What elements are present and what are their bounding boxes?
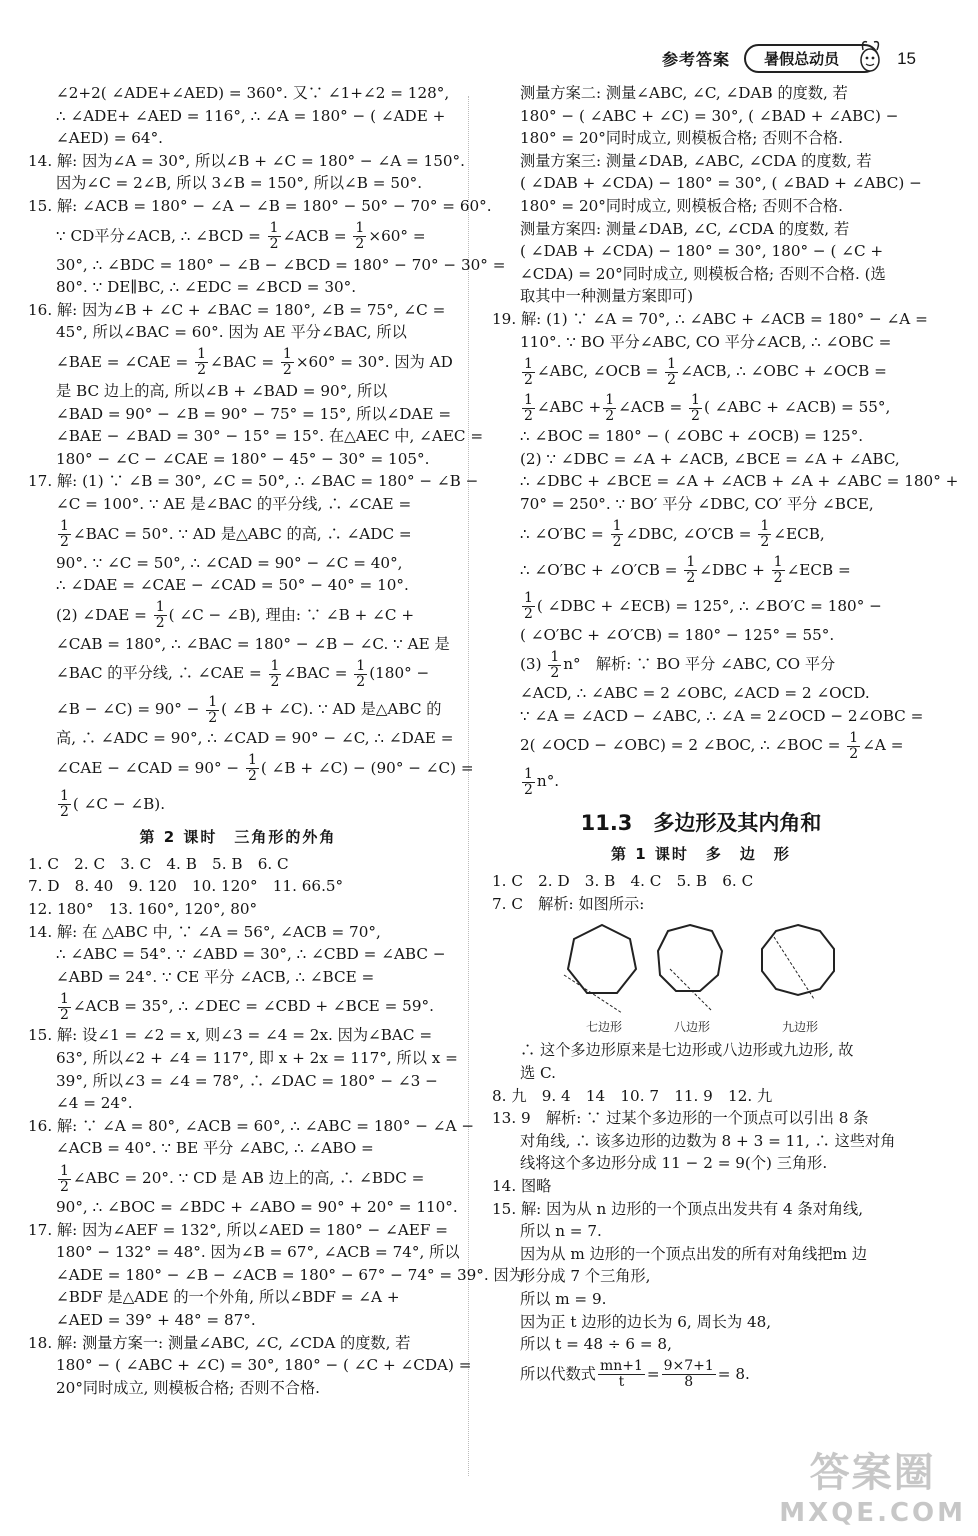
polygon-figures — [492, 919, 910, 1037]
answer-line: 16. 解: ∵ ∠A = 80°, ∠ACB = 60°, ∴ ∠ABC = 180° − ∠A − — [28, 1116, 475, 1135]
answer-line: 对角线, ∴ 该多边形的边数为 8 + 3 = 11, ∴ 这些对角 — [520, 1131, 896, 1150]
mascot-icon — [855, 38, 885, 74]
header-series-badge — [744, 44, 879, 73]
header-title: 参考答案 — [662, 50, 731, 69]
answer-line: 1. C 2. D 3. B 4. C 5. B 6. C — [492, 872, 754, 891]
fraction: $\frac{1}{2}$ — [773, 554, 783, 586]
answer-line: 2( ∠OCD − ∠OBC) = 2 ∠BOC, ∴ ∠BOC = $\frac{1}{2}$ ∠A = — [520, 729, 904, 762]
answer-line: ∴ ∠ADE+ ∠AED = 116°, ∴ ∠A = 180° − ( ∠ADE + — [56, 106, 446, 125]
answer-line: ∴ ∠O′BC + ∠O′CB = $\frac{1}{2}$ ∠DBC + $\frac{1}{2}$ ∠ECB = — [520, 554, 851, 586]
answer-line: ∠ADE = 180° − ∠B − ∠ACB = 180° − 67° − 74° = 39°. 因为 — [56, 1265, 524, 1284]
answer-line: 63°, 所以∠2 + ∠4 = 117°, 即 x + 2x = 117°, 所以 x = — [56, 1049, 458, 1068]
answer-line: $\frac{1}{2}$ ∠BAC = 50°. ∵ AD 是△ABC 的高, ∴ ∠ADC = — [60, 518, 412, 550]
answer-line: 测量方案三: 测量∠DAB, ∠ABC, ∠CDA 的度数, 若 — [520, 151, 872, 170]
answer-line: $\frac{1}{2}$ ( ∠C − ∠B). — [60, 788, 166, 821]
answer-line: 15. 解: 设∠1 = ∠2 = x, 则∠3 = ∠4 = 2x. 因为∠BAC = — [28, 1026, 433, 1045]
answer-line: ∠BAE = ∠CAE = $\frac{1}{2}$ ∠BAC = $\frac{1}{2}$ ×60° = 30°. 因为 AD — [56, 346, 453, 379]
answer-line: 形分成 7 个三角形, — [520, 1267, 651, 1286]
answer-line: 15. 解: ∠ACB = 180° − ∠A − ∠B = 180° − 50° − 70° = 60°. — [28, 196, 492, 215]
answer-line: $\frac{1}{2}$ ∠ABC, ∠OCB = $\frac{1}{2}$ ∠ACB, ∴ ∠OBC + ∠OCB = — [524, 355, 887, 388]
nonagon-shape — [762, 925, 834, 995]
answer-line: ∵ CD平分∠ACB, ∴ ∠BCD = $\frac{1}{2}$ ∠ACB = $\frac{1}{2}$ ×60° = — [56, 220, 426, 253]
header-series: 暑假总动员 — [764, 50, 840, 68]
answer-line: $\frac{1}{2}$ ( ∠DBC + ∠ECB) = 125°, ∴ ∠BO′C = 180° − — [524, 590, 882, 622]
answer-line: ∴ ∠ABC = 54°. ∵ ∠ABD = 30°, ∴ ∠CBD = ∠ABC − — [56, 945, 446, 964]
answer-line: 13. 9 解析: ∵ 过某个多边形的一个顶点可以引出 8 条 — [492, 1109, 869, 1128]
fraction: $\frac{1}{2}$ — [524, 391, 533, 424]
answer-line: (2) ∵ ∠DBC = ∠A + ∠ACB, ∠BCE = ∠A + ∠ABC, — [520, 449, 900, 468]
answer-line: 90°. ∵ ∠C = 50°, ∴ ∠CAD = 90° − ∠C = 40°, — [56, 553, 403, 572]
answer-line: 1. C 2. C 3. C 4. B 5. B 6. C — [28, 854, 289, 873]
answer-line: ( ∠DAB + ∠CDA) − 180° = 30°, ( ∠BAD + ∠ABC) − — [520, 174, 922, 193]
answer-line: 17. 解: (1) ∵ ∠B = 30°, ∠C = 50°, ∴ ∠BAC = 180° − ∠B − — [28, 472, 479, 491]
answer-line: $\frac{1}{2}$ n°. — [524, 765, 560, 798]
answer-line: 取其中一种测量方案即可) — [520, 287, 693, 306]
page-number: 15 — [897, 48, 916, 68]
answer-line: 线将这个多边形分成 11 − 2 = 9(个) 三角形. — [520, 1154, 828, 1173]
answer-line: ( ∠DAB + ∠CDA) − 180° = 30°, 180° − ( ∠C + — [520, 242, 884, 261]
answer-line: 是 BC 边上的高, 所以∠B + ∠BAD = 90°, 所以 — [56, 381, 388, 400]
answer-line: 测量方案四: 测量∠DAB, ∠C, ∠CDA 的度数, 若 — [520, 219, 850, 238]
answer-line: $\frac{1}{2}$ ∠ACB = 35°, ∴ ∠DEC = ∠CBD + ∠BCE = 59°. — [60, 990, 434, 1023]
figure-label: 八边形 — [673, 1020, 711, 1035]
answer-line: (3) $\frac{1}{2}$ n° 解析: ∵ BO 平分 ∠ABC, CO 平分 — [520, 648, 836, 681]
answer-line: ∠AED = 39° + 48° = 87°. — [56, 1310, 256, 1329]
answer-line: 19. 解: (1) ∵ ∠A = 70°, ∴ ∠ABC + ∠ACB = 180° − ∠A = — [492, 309, 928, 328]
fraction: $\frac{1}{2}$ — [691, 391, 700, 424]
watermark-text: 答案圈 — [809, 1450, 936, 1496]
answer-line: 14. 图略 — [492, 1177, 552, 1196]
answer-line: 18. 解: 测量方案一: 测量∠ABC, ∠C, ∠CDA 的度数, 若 — [28, 1333, 411, 1352]
answer-line: ∠CAB = 180°, ∴ ∠BAC = 180° − ∠B − ∠C. ∵ AE 是 — [56, 634, 450, 653]
answer-line: ∠2+2( ∠ADE+∠AED) = 360°. 又∵ ∠1+∠2 = 128°, — [56, 84, 450, 102]
answer-line: (2) ∠DAE = $\frac{1}{2}$ ( ∠C − ∠B), 理由: ∵ ∠B + ∠C + — [56, 599, 415, 632]
fraction: $\frac{mn+1}{t}$ — [599, 1358, 643, 1391]
answer-line: 12. 180° 13. 160°, 120°, 80° — [28, 900, 258, 919]
answer-line: $\frac{1}{2}$ ∠ABC = 20°. ∵ CD 是 AB 边上的高, ∴ ∠BDC = — [60, 1162, 425, 1195]
answer-line: 因为正 t 边形的边长为 6, 周长为 48, — [520, 1312, 772, 1331]
answer-line: $\frac{1}{2}$ ∠ABC + $\frac{1}{2}$ ∠ACB = $\frac{1}{2}$ ( ∠ABC + ∠ACB) = 55°, — [524, 391, 891, 424]
answer-line: 16. 解: 因为∠B + ∠C + ∠BAC = 180°, ∠B = 75°, ∠C = — [28, 300, 446, 319]
fraction: $\frac{1}{2}$ — [355, 220, 365, 253]
fraction: $\frac{1}{2}$ — [605, 391, 615, 424]
answer-line: 180° − ( ∠ABC + ∠C) = 30°, 180° − ( ∠C + ∠CDA) = — [56, 1356, 472, 1375]
answer-line: ∠CAE − ∠CAD = 90° − $\frac{1}{2}$ ( ∠B + ∠C) − (90° − ∠C) = — [56, 752, 474, 785]
fraction: $\frac{1}{2}$ — [667, 355, 677, 388]
answer-line: ∠ACB = 40°. ∵ BE 平分 ∠ABC, ∴ ∠ABO = — [56, 1139, 374, 1158]
answer-line: ∴ ∠BOC = 180° − ( ∠OBC + ∠OCB) = 125°. — [520, 427, 864, 446]
answer-line: 高, ∴ ∠ADC = 90°, ∴ ∠CAD = 90° − ∠C, ∴ ∠DAE = — [56, 729, 454, 748]
lesson-title: 第 1 课时 多 边 形 — [611, 845, 791, 864]
answer-line: 测量方案二: 测量∠ABC, ∠C, ∠DAB 的度数, 若 — [520, 84, 848, 102]
answer-line: ∠ABD = 24°. ∵ CE 平分 ∠ACB, ∴ ∠BCE = — [56, 967, 375, 986]
fraction: $\frac{1}{2}$ — [208, 693, 218, 726]
answer-line: ∠BAE − ∠BAD = 30° − 15° = 15°. 在△AEC 中, ∠AEC = — [56, 427, 484, 446]
fraction: $\frac{1}{2}$ — [849, 729, 859, 762]
fraction: $\frac{1}{2}$ — [524, 355, 533, 388]
answer-line: 80°. ∵ DE∥BC, ∴ ∠EDC = ∠BCD = 30°. — [56, 278, 357, 297]
fraction: $\frac{1}{2}$ — [155, 599, 165, 632]
answer-line: ( ∠O′BC + ∠O′CB) = 180° − 125° = 55°. — [520, 625, 835, 644]
figure-label: 九边形 — [781, 1020, 819, 1035]
answer-line: ∠CDA) = 20°同时成立, 则模板合格; 否则不合格. (选 — [520, 264, 886, 283]
fraction: $\frac{1}{2}$ — [356, 657, 366, 690]
answer-line: 17. 解: 因为∠AEF = 132°, 所以∠AED = 180° − ∠AEF = — [28, 1220, 448, 1239]
answer-line: ∠AED) = 64°. — [56, 129, 164, 148]
answer-line: 8. 九 9. 4 14 10. 7 11. 9 12. 九 — [492, 1086, 773, 1105]
answer-line: ∴ ∠DBC + ∠BCE = ∠A + ∠ACB + ∠A + ∠ABC = 180° + — [520, 472, 959, 491]
answer-line: ∠BAC 的平分线, ∴ ∠CAE = $\frac{1}{2}$ ∠BAC = $\frac{1}{2}$ (180° − — [56, 657, 430, 690]
fraction: $\frac{1}{2}$ — [60, 1162, 69, 1195]
answer-line: 110°. ∵ BO 平分∠ABC, CO 平分∠ACB, ∴ ∠OBC = — [520, 332, 892, 351]
answer-line: ∠ACD, ∴ ∠ABC = 2 ∠OBC, ∠ACD = 2 ∠OCD. — [520, 684, 870, 703]
fraction: $\frac{1}{2}$ — [60, 788, 69, 821]
fraction: $\frac{1}{2}$ — [270, 657, 280, 690]
lesson-title: 第 2 课时 三角形的外角 — [139, 827, 337, 846]
answer-line: ∴ 这个多边形原来是七边形或八边形或九边形, 故 — [520, 1041, 854, 1060]
answer-line: 180° − ∠C − ∠CAE = 180° − 45° − 30° = 105°. — [56, 449, 430, 468]
answer-line: 所以代数式 $\frac{mn+1}{t}$ = $\frac{9\times 7+1}{8}$ = 8. — [520, 1358, 750, 1391]
fraction: $\frac{1}{2}$ — [247, 752, 257, 785]
answer-line: 7. D 8. 40 9. 120 10. 120° 11. 66.5° — [28, 877, 344, 896]
answer-line: 180° − 132° = 48°. 因为∠B = 67°, ∠ACB = 74°, 所以 — [56, 1243, 460, 1262]
answer-line: ∠4 = 24°. — [56, 1094, 133, 1113]
answer-line: 180° = 20°同时成立, 则模板合格; 否则不合格. — [520, 129, 843, 148]
answer-line: 90°, ∴ ∠BOC = ∠BDC + ∠ABO = 90° + 20° = 110°. — [56, 1198, 458, 1216]
fraction: $\frac{1}{2}$ — [282, 346, 292, 379]
answer-line: 14. 解: 因为∠A = 30°, 所以∠B + ∠C = 180° − ∠A = 150°. — [28, 151, 465, 170]
watermark-url: MXQE.COM — [779, 1498, 966, 1528]
answer-line: 180° − ( ∠ABC + ∠C) = 30°, ( ∠BAD + ∠ABC) − — [520, 106, 899, 125]
fraction: $\frac{1}{2}$ — [524, 590, 533, 622]
polygon-figures-svg — [562, 919, 862, 1037]
fraction: $\frac{1}{2}$ — [760, 518, 770, 550]
answer-line: ∠BAD = 90° − ∠B = 90° − 75° = 15°, 所以∠DAE = — [56, 404, 452, 423]
fraction: $\frac{1}{2}$ — [60, 990, 69, 1023]
page-header — [662, 44, 916, 73]
fraction: $\frac{1}{2}$ — [60, 518, 69, 550]
answer-line: 39°, 所以∠3 = ∠4 = 78°, ∴ ∠DAC = 180° − ∠3 − — [56, 1071, 438, 1090]
section-title: 11.3 多边形及其内角和 — [580, 811, 822, 836]
answer-line: 所以 t = 48 ÷ 6 = 8, — [520, 1335, 672, 1354]
fraction: $\frac{1}{2}$ — [524, 765, 533, 798]
answer-line: 30°, ∴ ∠BDC = 180° − ∠B − ∠BCD = 180° − 70° − 30° = — [56, 255, 506, 274]
fraction: $\frac{9\times 7+1}{8}$ — [663, 1358, 714, 1391]
answer-line: 7. C 解析: 如图所示: — [492, 894, 645, 913]
answer-line: ∠B − ∠C) = 90° − $\frac{1}{2}$ ( ∠B + ∠C). ∵ AD 是△ABC 的 — [56, 693, 442, 726]
fraction: $\frac{1}{2}$ — [269, 220, 279, 253]
answer-line: ∠BDF 是△ADE 的一个外角, 所以∠BDF = ∠A + — [56, 1288, 400, 1307]
answer-line: ∠C = 100°. ∵ AE 是∠BAC 的平分线, ∴ ∠CAE = — [56, 494, 412, 513]
answer-line: ∵ ∠A = ∠ACD − ∠ABC, ∴ ∠A = 2∠OCD − 2∠OBC = — [520, 706, 924, 725]
answer-line: 所以 n = 7. — [520, 1222, 602, 1241]
fraction: $\frac{1}{2}$ — [550, 648, 560, 681]
heptagon-shape — [568, 925, 636, 993]
answer-line: 所以 m = 9. — [520, 1290, 607, 1308]
octagon-shape — [658, 925, 722, 991]
answer-line: ∴ ∠O′BC = $\frac{1}{2}$ ∠DBC, ∠O′CB = $\frac{1}{2}$ ∠ECB, — [520, 518, 825, 550]
answer-line: 70° = 250°. ∵ BO′ 平分 ∠DBC, CO′ 平分 ∠BCE, — [520, 494, 874, 513]
answer-line: ∴ ∠DAE = ∠CAE − ∠CAD = 50° − 40° = 10°. — [56, 576, 409, 595]
fraction: $\frac{1}{2}$ — [612, 518, 622, 550]
answer-line: 14. 解: 在 △ABC 中, ∵ ∠A = 56°, ∠ACB = 70°, — [28, 922, 381, 941]
answer-line: 选 C. — [520, 1064, 556, 1083]
right-column — [492, 82, 959, 1392]
answer-line: 180° = 20°同时成立, 则模板合格; 否则不合格. — [520, 196, 843, 215]
figure-label: 七边形 — [585, 1020, 623, 1035]
answer-line: 20°同时成立, 则模板合格; 否则不合格. — [56, 1378, 320, 1397]
answer-line: 45°, 所以∠BAC = 60°. 因为 AE 平分∠BAC, 所以 — [56, 323, 407, 342]
answer-line: 15. 解: 因为从 n 边形的一个顶点出发共有 4 条对角线, — [492, 1199, 864, 1218]
answer-line: 因为∠C = 2∠B, 所以 3∠B = 150°, 所以∠B = 50°. — [56, 174, 423, 193]
answer-line: 因为从 m 边形的一个顶点出发的所有对角线把m 边 — [520, 1244, 868, 1263]
fraction: $\frac{1}{2}$ — [686, 554, 696, 586]
watermark-logo — [779, 1441, 966, 1528]
fraction: $\frac{1}{2}$ — [197, 346, 207, 379]
